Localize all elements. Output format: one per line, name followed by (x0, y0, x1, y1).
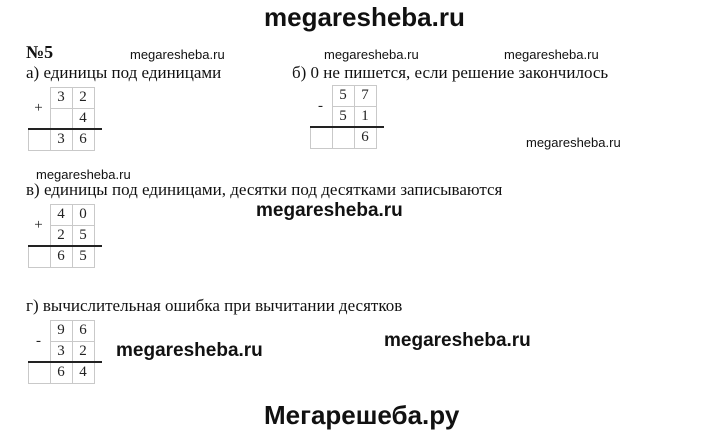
section-b-label: б) 0 не пишется, если решение закончилось (292, 63, 609, 82)
section-b-calc (310, 85, 376, 148)
digit-cell: 5 (332, 106, 355, 128)
digit-cell: 6 (354, 127, 377, 149)
digit-cell: 6 (72, 129, 95, 151)
section-v-calc (28, 204, 94, 267)
digit-cell: 3 (50, 129, 73, 151)
digit-cell: 0 (72, 204, 95, 226)
digit-cell: 1 (354, 106, 377, 128)
digit-cell: 3 (50, 341, 73, 363)
watermark-bold: megaresheba.ru (116, 340, 263, 361)
digit-cell: 5 (72, 246, 95, 268)
digit-cell: 6 (50, 246, 73, 268)
operator-sign: + (28, 204, 51, 247)
digit-cell: 5 (72, 225, 95, 247)
digit-cell: 4 (50, 204, 73, 226)
digit-cell: 3 (50, 87, 73, 109)
footer-watermark: Мегарешеба.ру (264, 400, 460, 430)
watermark-bold: megaresheba.ru (256, 200, 403, 221)
operator-sign: - (28, 320, 51, 363)
operator-sign: - (310, 85, 333, 128)
section-v-label: в) единицы под единицами, десятки под десятками записываются (26, 180, 503, 199)
digit-cell: 6 (72, 320, 95, 342)
watermark-small: megaresheba.ru (130, 47, 225, 62)
difference-line (28, 361, 102, 363)
watermark-small: megaresheba.ru (526, 135, 621, 150)
digit-cell: 6 (50, 362, 73, 384)
watermark-small: megaresheba.ru (504, 47, 599, 62)
watermark-bold: megaresheba.ru (384, 330, 531, 351)
watermark-small: megaresheba.ru (36, 167, 131, 182)
digit-cell: 5 (332, 85, 355, 107)
digit-cell: 4 (72, 108, 95, 130)
digit-cell: 2 (72, 341, 95, 363)
watermark-small: megaresheba.ru (324, 47, 419, 62)
section-a-label: а) единицы под единицами (26, 63, 222, 82)
digit-cell (310, 127, 333, 149)
digit-cell (28, 129, 51, 151)
digit-cell (50, 108, 73, 130)
digit-cell: 4 (72, 362, 95, 384)
section-g-calc (28, 320, 94, 383)
digit-cell: 2 (50, 225, 73, 247)
digit-cell (332, 127, 355, 149)
digit-cell: 2 (72, 87, 95, 109)
digit-cell: 9 (50, 320, 73, 342)
problem-number: №5 (26, 42, 54, 62)
digit-cell (28, 362, 51, 384)
section-g-label: г) вычислительная ошибка при вычитании десятков (26, 296, 403, 315)
digit-cell (28, 246, 51, 268)
header-watermark: megaresheba.ru (264, 2, 465, 32)
digit-cell: 7 (354, 85, 377, 107)
operator-sign: + (28, 87, 51, 130)
sum-line (28, 128, 102, 130)
sum-line (28, 245, 102, 247)
section-a-calc (28, 87, 94, 150)
difference-line (310, 126, 384, 128)
